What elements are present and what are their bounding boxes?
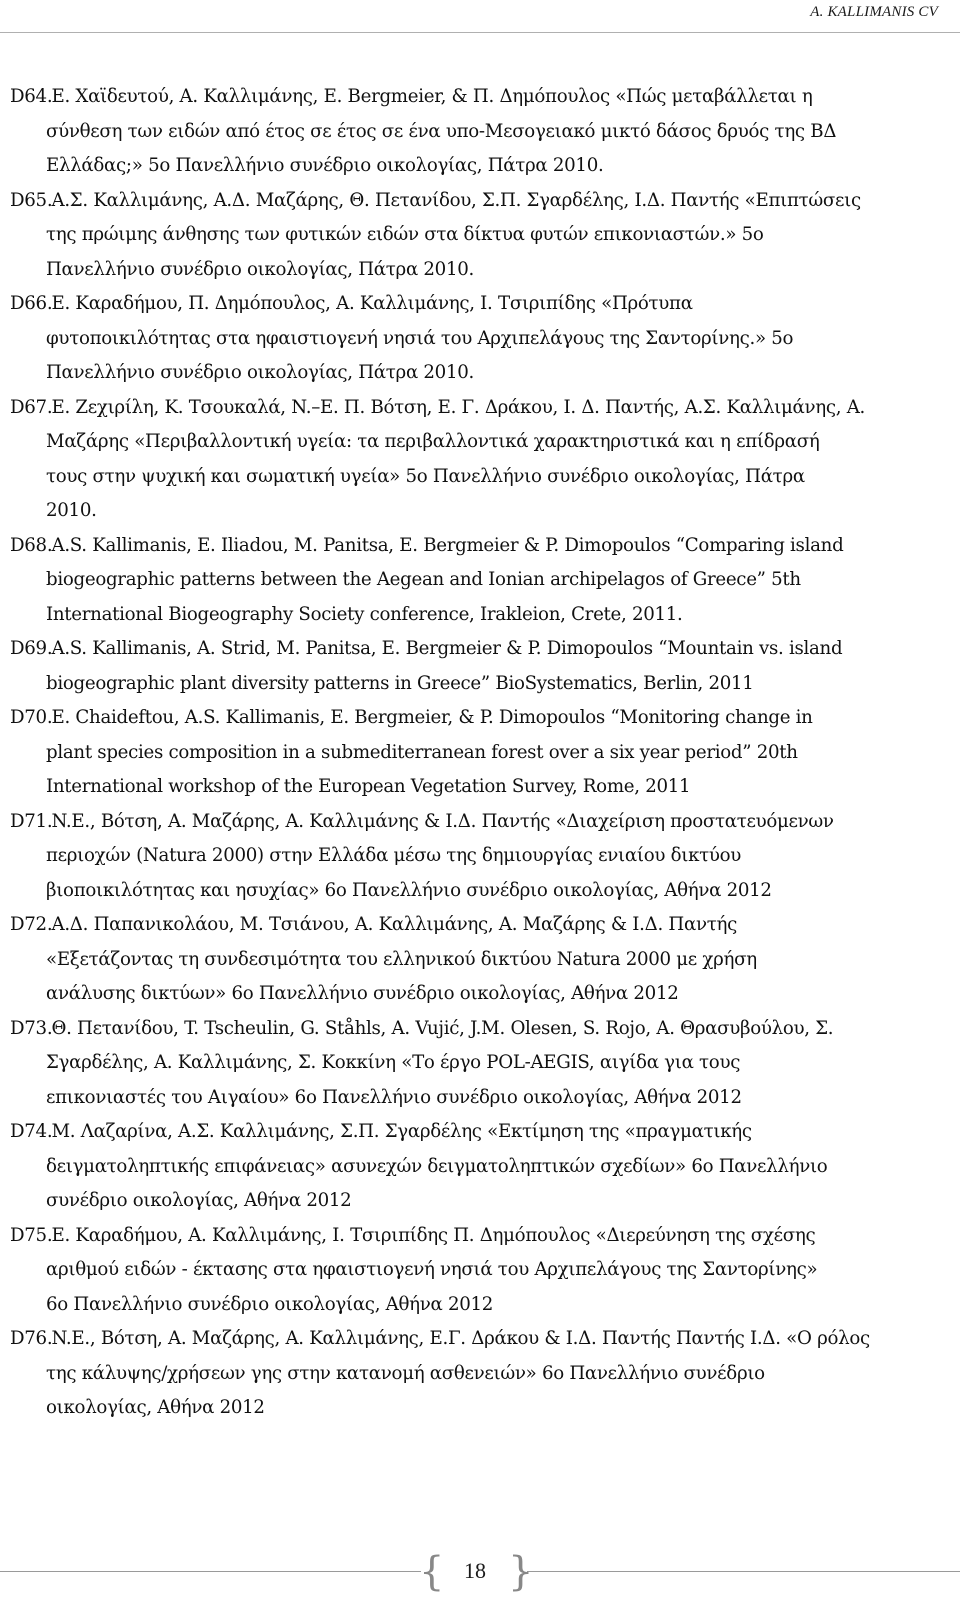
entry-code: D76. — [10, 1328, 53, 1349]
entry-line: της πρώιμης άνθησης των φυτικών ειδών στα δίκτυα φυτών επικονιαστών.» 5ο — [46, 224, 764, 245]
entry-line: Θ. Πετανίδου, T. Tscheulin, G. Ståhls, A. Vujić, J.M. Olesen, S. Rojo, Α. Θρασυβούλου, Σ. — [51, 1017, 834, 1039]
entry-line: περιοχών (Natura 2000) στην Ελλάδα μέσω της δημιουργίας ενιαίου δικτύου — [46, 845, 742, 866]
entry-code: D67. — [10, 396, 53, 418]
entry-line: Σγαρδέλης, Α. Καλλιμάνης, Σ. Κοκκίνη «Το έργο POL-AEGIS, αιγίδα για τους — [46, 1052, 741, 1073]
publication-entry — [10, 529, 940, 633]
entry-code: D69. — [10, 638, 53, 659]
publication-entry — [10, 80, 940, 184]
entry-code: D71. — [10, 810, 53, 832]
page-number: 18 — [464, 1558, 486, 1583]
entry-line: της κάλυψης/χρήσεων γης στην κατανομή ασθενειών» 6ο Πανελλήνιο συνέδριο — [46, 1362, 765, 1384]
entry-code: D65. — [10, 189, 53, 211]
entry-line: φυτοποικιλότητας στα ηφαιστιογενή νησιά του Αρχιπελάγους της Σαντορίνης.» 5ο — [46, 327, 794, 349]
entry-line: Ε. Καραδήμου, Α. Καλλιμάνης, Ι. Τσιριπίδης Π. Δημόπουλος «Διερεύνηση της σχέσης — [51, 1224, 816, 1246]
entry-line: οικολογίας, Αθήνα 2012 — [46, 1397, 265, 1418]
entry-line: Α.Σ. Καλλιμάνης, Α.Δ. Μαζάρης, Θ. Πετανίδου, Σ.Π. Σγαρδέλης, Ι.Δ. Παντής «Επιπτώσεις — [51, 189, 861, 211]
publication-entry — [10, 908, 940, 1012]
publication-entry — [10, 184, 940, 288]
publication-entry — [10, 1012, 940, 1116]
entry-line: βιοποικιλότητας και ησυχίας» 6ο Πανελλήνιο συνέδριο οικολογίας, Αθήνα 2012 — [46, 879, 772, 901]
entry-code: D66. — [10, 293, 53, 314]
publication-entry — [10, 701, 940, 805]
entry-line: E. Χαϊδευτού, Α. Καλλιμάνης, E. Bergmeier, & Π. Δημόπουλος «Πώς μεταβάλλεται η — [51, 86, 813, 107]
entry-line: N.E., Βότση, Α. Μαζάρης, Α. Καλλιμάνης & Ι.Δ. Παντής «Διαχείριση προστατευόμενων — [51, 810, 834, 832]
entry-code: D73. — [10, 1017, 53, 1039]
entry-line: Πανελλήνιο συνέδριο οικολογίας, Πάτρα 2010. — [46, 258, 474, 280]
entry-line: συνέδριο οικολογίας, Αθήνα 2012 — [46, 1190, 352, 1211]
entry-line: τους στην ψυχική και σωματική υγεία» 5ο Πανελλήνιο συνέδριο οικολογίας, Πάτρα — [46, 465, 805, 487]
entry-line: Ε. Καραδήμου, Π. Δημόπουλος, Α. Καλλιμάνης, Ι. Τσιριπίδης «Πρότυπα — [51, 293, 693, 314]
entry-line: σύνθεση των ειδών από έτος σε έτος σε ένα υπο-Μεσογειακό μικτό δάσος δρυός της ΒΔ — [46, 120, 837, 142]
page-footer — [0, 1534, 960, 1609]
entry-line: 6ο Πανελλήνιο συνέδριο οικολογίας, Αθήνα 2012 — [46, 1293, 494, 1315]
entry-code: D64. — [10, 86, 53, 107]
entry-line: ανάλυσης δικτύων» 6ο Πανελλήνιο συνέδριο οικολογίας, Αθήνα 2012 — [46, 983, 679, 1004]
entry-line: plant species composition in a submediterranean forest over a six year period” 20th — [46, 741, 798, 763]
entry-line: A.S. Kallimanis, E. Iliadou, M. Panitsa, E. Bergmeier & P. Dimopoulos “Comparing island — [51, 534, 844, 556]
entry-line: E. Chaideftou, A.S. Kallimanis, E. Bergmeier, & P. Dimopoulos “Monitoring change in — [51, 707, 813, 728]
entry-code: D74. — [10, 1121, 53, 1142]
left-brace-icon: { — [419, 1549, 445, 1595]
entry-line: A.S. Kallimanis, A. Strid, M. Panitsa, E. Bergmeier & P. Dimopoulos “Mountain vs. island — [51, 638, 843, 659]
entry-line: International Biogeography Society conference, Irakleion, Crete, 2011. — [46, 603, 683, 625]
entry-line: Μαζάρης «Περιβαλλοντική υγεία: τα περιβαλλοντικά χαρακτηριστικά και η επίδρασή — [46, 431, 820, 452]
publication-entry — [10, 805, 940, 909]
entry-line: biogeographic patterns between the Aegean and Ionian archipelagos of Greece” 5th — [46, 569, 801, 590]
running-title: A. KALLIMANIS CV — [810, 4, 938, 20]
entry-line: 2010. — [46, 500, 97, 521]
publication-entry — [10, 391, 940, 529]
entry-line: biogeographic plant diversity patterns in Greece” BioSystematics, Berlin, 2011 — [46, 672, 754, 694]
entry-line: επικονιαστές του Αιγαίου» 6ο Πανελλήνιο συνέδριο οικολογίας, Αθήνα 2012 — [46, 1086, 742, 1108]
page-header — [0, 0, 960, 33]
entry-code: D72. — [10, 914, 53, 935]
entry-line: Μ. Λαζαρίνα, Α.Σ. Καλλιμάνης, Σ.Π. Σγαρδέλης «Εκτίμηση της «πραγματικής — [51, 1121, 752, 1142]
publication-entry — [10, 632, 940, 701]
entry-line: N.E., Βότση, Α. Μαζάρης, Α. Καλλιμάνης, Ε.Γ. Δράκου & Ι.Δ. Παντής Παντής Ι.Δ. «Ο ρόλος — [51, 1328, 870, 1349]
entry-code: D68. — [10, 534, 53, 556]
publication-entry — [10, 1322, 940, 1426]
footer-rule-right — [527, 1571, 960, 1572]
entry-line: δειγματοληπτικής επιφάνειας» ασυνεχών δειγματοληπτικών σχεδίων» 6ο Πανελλήνιο — [46, 1155, 828, 1177]
entry-line: «Εξετάζοντας τη συνδεσιμότητα του ελληνικού δικτύου Natura 2000 με χρήση — [46, 948, 757, 970]
entry-line: Ελλάδας;» 5ο Πανελλήνιο συνέδριο οικολογίας, Πάτρα 2010. — [46, 155, 604, 176]
footer-rule-left — [0, 1571, 421, 1572]
entry-line: Ε. Ζεχιρίλη, Κ. Τσουκαλά, N.–Ε. Π. Βότση, Ε. Γ. Δράκου, Ι. Δ. Παντής, Α.Σ. Καλλιμάνης, Α. — [51, 396, 866, 418]
entry-line: International workshop of the European Vegetation Survey, Rome, 2011 — [46, 776, 691, 797]
entry-line: Πανελλήνιο συνέδριο οικολογίας, Πάτρα 2010. — [46, 362, 474, 383]
publication-entry — [10, 287, 940, 391]
publication-entry — [10, 1219, 940, 1323]
publication-entry — [10, 1115, 940, 1219]
entry-line: Α.Δ. Παπανικολάου, Μ. Τσιάνου, Α. Καλλιμάνης, Α. Μαζάρης & Ι.Δ. Παντής — [51, 914, 737, 935]
publication-list — [10, 80, 940, 1426]
entry-code: D70. — [10, 707, 53, 728]
right-brace-icon: } — [508, 1549, 534, 1595]
entry-line: αριθμού ειδών - έκτασης στα ηφαιστιογενή νησιά του Αρχιπελάγους της Σαντορίνης» — [46, 1259, 818, 1280]
entry-code: D75. — [10, 1224, 53, 1246]
